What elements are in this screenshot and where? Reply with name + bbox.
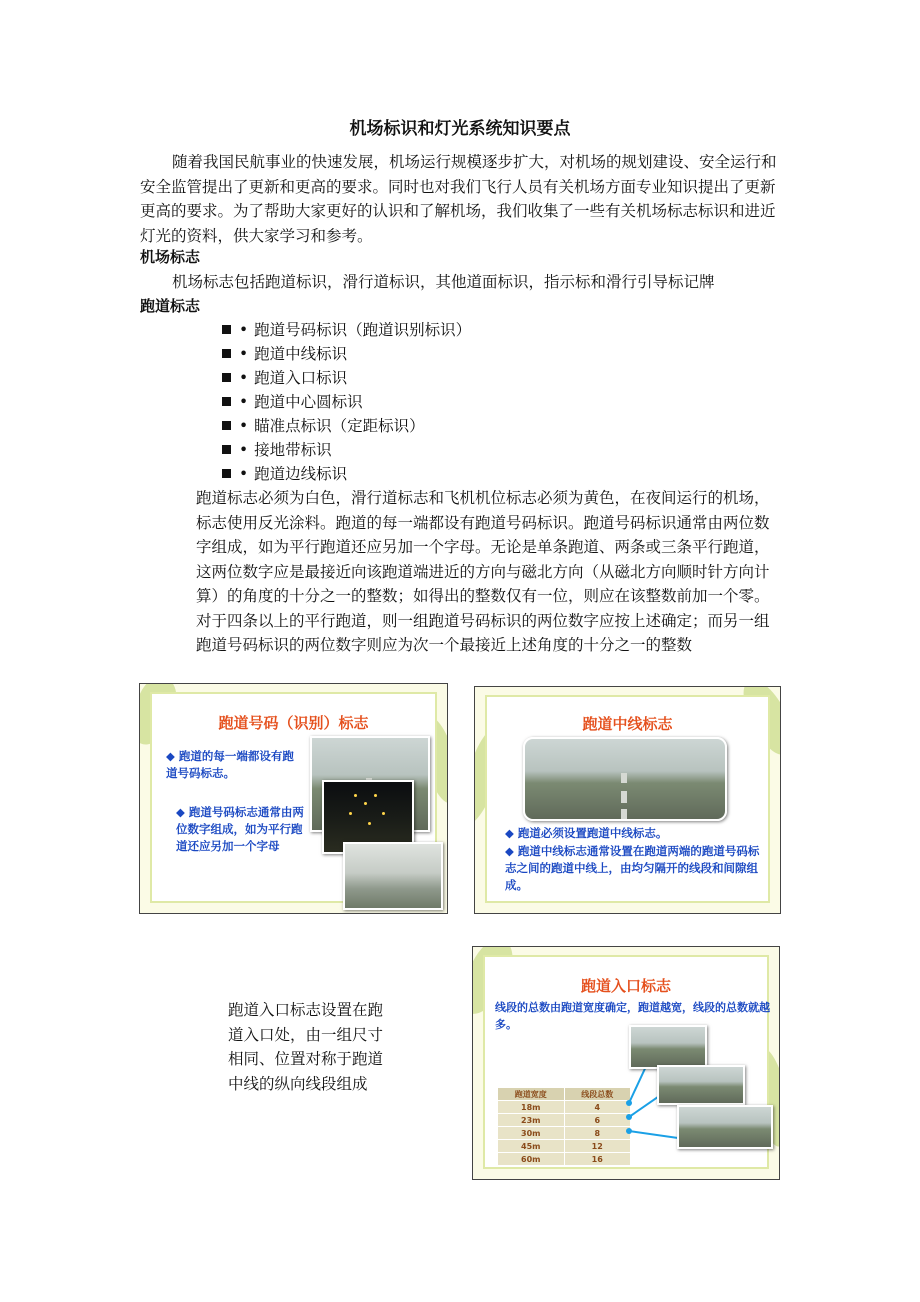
square-bullet-icon [222, 469, 231, 478]
slide-runway-threshold [472, 946, 780, 1180]
list-item: • 瞄准点标识（定距标识） [222, 414, 425, 438]
page-title: 机场标识和灯光系统知识要点 [349, 119, 571, 139]
section-heading-airport-markings: 机场标志 [140, 248, 201, 266]
slide-bullet: ◆ 跑道必须设置跑道中线标志。 [505, 826, 668, 840]
square-bullet-icon [222, 445, 231, 454]
foggy-runway-photo [343, 842, 443, 910]
slide-subtitle: 线段的总数由跑道宽度确定，跑道越宽，线段的总数就越多。 [495, 1001, 770, 1031]
slide-title: 跑道中线标志 [582, 715, 673, 733]
runway-marking-body: 跑道标志必须为白色，滑行道标志和飞机机位标志必须为黄色，在夜间运行的机场，标志使用反光涂料。跑道的每一端都设有跑道号码标识。跑道号码标识通常由两位数字组成，如为平行跑道还应另加一个字母。无论是单条跑道、两条或三条平行跑道，这两位数字应是最接近向该跑道端进近的方向与磁北方向（从磁北方向顺时针方向计算）的角度的十分之一的整数；如得出的整数仅有一位，则应在该整数前加一个零。对于四条以上的平行跑道，则一组跑道号码标识的两位数字应按上述确定；而另一组跑道号码标识的两位数字则应为次一个最接近上述角度的十分之一的整数 [196, 489, 770, 654]
dot-bullet-icon: • [239, 369, 249, 387]
slide-title: 跑道号码（识别）标志 [218, 714, 369, 732]
dot-bullet-icon: • [239, 321, 249, 339]
slide-bullet: ◆ 跑道号码标志通常由两位数字组成，如为平行跑道还应另加一个字母 [176, 805, 304, 853]
threshold-photo [657, 1065, 745, 1105]
intro-paragraph: 随着我国民航事业的快速发展，机场运行规模逐步扩大，对机场的规划建设、安全运行和安全监管提出了更新和更高的要求。同时也对我们飞行人员有关机场方面专业知识提出了更新更高的要求。为了帮助大家更好的认识和了解机场，我们收集了一些有关机场标志标识和进近灯光的资料，供大家学习和参考。 [140, 153, 777, 245]
table-row: 30m 8 [498, 1127, 631, 1140]
slide-runway-designation [139, 683, 448, 914]
section-text-airport-markings: 机场标志包括跑道标识，滑行道标识，其他道面标识，指示标和滑行引导标记牌 [172, 273, 715, 291]
slide-bullet: ◆ 跑道的每一端都设有跑道号码标志。 [166, 749, 294, 780]
square-bullet-icon [222, 397, 231, 406]
dot-bullet-icon: • [239, 417, 249, 435]
slide-bullet: ◆ 跑道中线标志通常设置在跑道两端的跑道号码标志之间的跑道中线上，由均匀隔开的线段和间隙组成。 [505, 844, 760, 892]
section-heading-runway-markings: 跑道标志 [140, 297, 201, 315]
square-bullet-icon [222, 373, 231, 382]
table-row: 23m 6 [498, 1114, 631, 1127]
list-item: • 接地带标识 [222, 438, 332, 462]
square-bullet-icon [222, 325, 231, 334]
width-stripe-table: 跑道宽度 线段总数 18m 4 23m 6 30m 8 45m 12 60m 16 [497, 1087, 631, 1166]
threshold-side-text: 跑道入口标志设置在跑道入口处，由一组尺寸相同、位置对称于跑道中线的纵向线段组成 [228, 1001, 384, 1093]
list-item: • 跑道中线标识 [222, 342, 347, 366]
runway-centerline-photo [523, 737, 727, 821]
list-item: • 跑道入口标识 [222, 366, 347, 390]
list-item: • 跑道中心圆标识 [222, 390, 363, 414]
square-bullet-icon [222, 421, 231, 430]
dot-bullet-icon: • [239, 465, 249, 483]
list-item: • 跑道号码标识（跑道识别标识） [222, 318, 471, 342]
slide-runway-centerline [474, 686, 781, 914]
threshold-photo [677, 1105, 773, 1149]
table-row: 45m 12 [498, 1140, 631, 1153]
dot-bullet-icon: • [239, 441, 249, 459]
table-row: 60m 16 [498, 1153, 631, 1166]
dot-bullet-icon: • [239, 345, 249, 363]
list-item: • 跑道边线标识 [222, 462, 347, 486]
square-bullet-icon [222, 349, 231, 358]
threshold-photo [629, 1025, 707, 1069]
dot-bullet-icon: • [239, 393, 249, 411]
table-row: 18m 4 [498, 1101, 631, 1114]
slide-title: 跑道入口标志 [580, 977, 671, 995]
